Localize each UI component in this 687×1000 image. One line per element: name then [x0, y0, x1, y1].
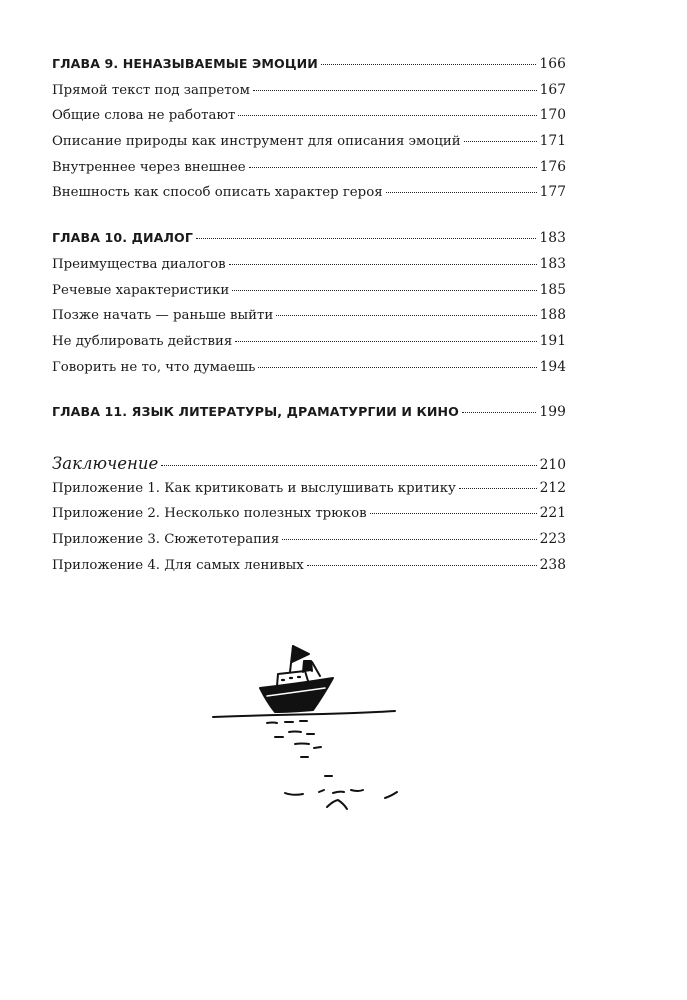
leader-dots — [238, 115, 536, 116]
toc-page-number: 191 — [539, 332, 566, 349]
leader-dots — [235, 341, 536, 342]
toc-chapter-title: ГЛАВА 11. ЯЗЫК ЛИТЕРАТУРЫ, ДРАМАТУРГИИ И КИНО — [52, 404, 459, 420]
toc-chapter-11[interactable] — [52, 404, 566, 430]
toc-chapter-10[interactable] — [52, 230, 566, 256]
leader-dots — [249, 167, 537, 168]
toc-page-number: 223 — [539, 531, 566, 547]
toc-entry[interactable] — [52, 282, 566, 308]
toc-conclusion-title: Заключение — [52, 453, 159, 473]
toc-entry-title: Говорить не то, что думаешь — [52, 359, 256, 375]
toc-entry-title: Внутреннее через внешнее — [52, 159, 246, 175]
leader-dots — [307, 565, 537, 566]
toc-entry-title: Приложение 3. Сюжетотерапия — [52, 532, 280, 547]
toc-page-number: 210 — [539, 456, 566, 473]
toc-page-number: 170 — [539, 107, 566, 124]
leader-dots — [253, 90, 537, 91]
toc-entry-title: Описание природы как инструмент для описания эмоций — [52, 134, 461, 150]
toc-conclusion[interactable] — [52, 454, 566, 480]
toc-entry-title: Общие слова не работают — [52, 108, 236, 124]
leader-dots — [464, 141, 537, 142]
toc-entry-title: Речевые характеристики — [52, 282, 230, 298]
leader-dots — [370, 513, 537, 514]
toc-entry[interactable] — [52, 307, 566, 333]
leader-dots — [196, 238, 536, 239]
section-gap — [52, 384, 566, 404]
toc-entry[interactable] — [52, 107, 566, 133]
leader-dots — [462, 412, 536, 413]
toc-page-number: 177 — [539, 184, 566, 201]
toc-chapter-title: ГЛАВА 10. ДИАЛОГ — [52, 230, 193, 246]
toc-page-number: 167 — [539, 81, 566, 98]
toc-chapter-title: ГЛАВА 9. НЕНАЗЫВАЕМЫЕ ЭМОЦИИ — [52, 56, 318, 71]
toc-entry[interactable] — [52, 359, 566, 385]
section-gap — [52, 430, 566, 454]
toc-entry-title: Внешность как способ описать характер героя — [52, 185, 383, 201]
leader-dots — [258, 367, 536, 368]
toc-page-number: 183 — [539, 230, 566, 247]
toc-page-number: 194 — [539, 358, 566, 375]
toc-entry-title: Приложение 4. Для самых ленивых — [52, 557, 304, 573]
toc-chapter-9[interactable] — [52, 56, 566, 82]
section-gap — [52, 210, 566, 230]
table-of-contents — [52, 56, 566, 582]
toc-page-number: 171 — [539, 133, 566, 150]
toc-entry[interactable] — [52, 82, 566, 108]
toc-entry-title: Преимущества диалогов — [52, 256, 226, 272]
toc-entry[interactable] — [52, 256, 566, 282]
leader-dots — [321, 64, 536, 65]
toc-page-number: 176 — [539, 158, 566, 175]
toc-entry-title: Приложение 1. Как критиковать и выслушивать критику — [52, 480, 456, 496]
toc-page-number: 185 — [539, 281, 566, 298]
toc-appendix[interactable] — [52, 505, 566, 531]
toc-appendix[interactable] — [52, 480, 566, 506]
leader-dots — [386, 192, 537, 193]
toc-entry[interactable] — [52, 333, 566, 359]
toc-entry[interactable] — [52, 133, 566, 159]
toc-page-number: 238 — [539, 556, 566, 573]
toc-page-number: 212 — [539, 479, 566, 496]
toc-page-number: 166 — [539, 56, 566, 72]
leader-dots — [276, 315, 536, 316]
toc-entry-title: Позже начать — раньше выйти — [52, 308, 274, 324]
toc-entry[interactable] — [52, 184, 566, 210]
toc-page-number: 199 — [539, 404, 566, 421]
leader-dots — [161, 465, 536, 466]
toc-page-number: 188 — [539, 307, 566, 324]
toc-page-number: 183 — [539, 255, 566, 272]
leader-dots — [232, 290, 536, 291]
leader-dots — [229, 264, 537, 265]
leader-dots — [459, 488, 537, 489]
toc-page-number: 221 — [539, 505, 566, 522]
toc-appendix[interactable] — [52, 531, 566, 557]
toc-entry[interactable] — [52, 159, 566, 185]
toc-appendix[interactable] — [52, 557, 566, 583]
leader-dots — [282, 539, 536, 540]
toc-entry-title: Не дублировать действия — [52, 333, 233, 349]
toc-entry-title: Приложение 2. Несколько полезных трюков — [52, 506, 367, 522]
toc-entry-title: Прямой текст под запретом — [52, 82, 250, 98]
boat-on-sea-drawing-icon — [205, 640, 415, 840]
